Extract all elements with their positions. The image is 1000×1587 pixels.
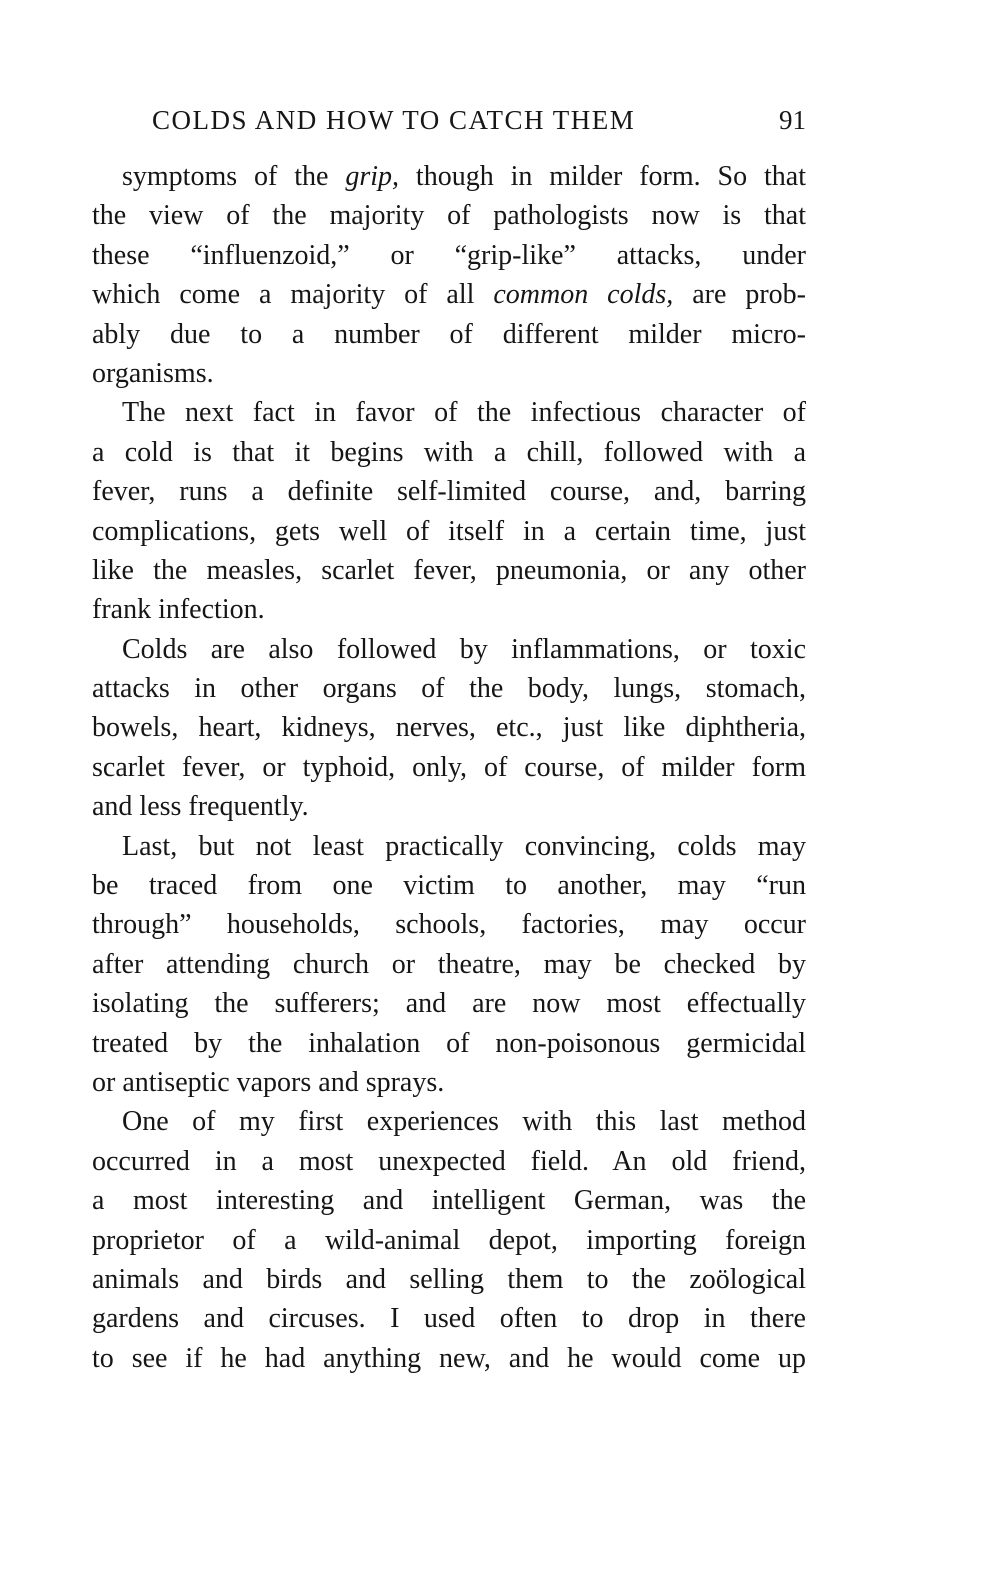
- text-run: a cold is that it begins with a chill, followed with a: [92, 436, 806, 468]
- text-line: [92, 236, 806, 275]
- running-header: [92, 100, 806, 140]
- text-run: bowels, heart, kidneys, nerves, etc., just like diphtheria,: [92, 712, 806, 744]
- text-line: [92, 748, 806, 787]
- text-run: The next fact in favor of the infectious character of: [122, 397, 806, 429]
- text-run: or antiseptic vapors and sprays.: [92, 1066, 445, 1098]
- text-run: Colds are also followed by inflammations, or toxic: [122, 633, 806, 665]
- paragraph: [92, 1102, 806, 1378]
- paragraph: [92, 393, 806, 629]
- text-run: complications, gets well of itself in a certain time, just: [92, 515, 806, 547]
- text-line: [92, 866, 806, 905]
- text-run: ably due to a number of different milder micro-: [92, 318, 806, 350]
- text-run: which come a majority of all: [92, 279, 494, 311]
- text-line: [92, 827, 806, 866]
- text-run: the view of the majority of pathologists now is that: [92, 200, 806, 232]
- paragraph: [92, 630, 806, 827]
- text-run: are prob-: [673, 279, 806, 311]
- text-run: to see if he had anything new, and he would come up: [92, 1342, 806, 1374]
- text-line: [92, 630, 806, 669]
- italic-text: grip,: [345, 161, 400, 192]
- text-line: [92, 590, 806, 629]
- text-run: treated by the inhalation of non-poisonous germicidal: [92, 1027, 806, 1059]
- text-line: [92, 905, 806, 944]
- text-run: attacks in other organs of the body, lungs, stomach,: [92, 673, 806, 705]
- text-line: [92, 1063, 806, 1102]
- text-line: [92, 157, 806, 196]
- text-line: [92, 1024, 806, 1063]
- text-line: [92, 551, 806, 590]
- text-run: organisms.: [92, 357, 214, 389]
- text-run: occurred in a most unexpected field. An old friend,: [92, 1145, 806, 1177]
- text-line: [92, 1221, 806, 1260]
- text-run: be traced from one victim to another, may “run: [92, 870, 806, 902]
- text-run: through” households, schools, factories, may occur: [92, 909, 806, 941]
- text-run: scarlet fever, or typhoid, only, of course, of milder form: [92, 751, 806, 783]
- text-run: and less frequently.: [92, 791, 309, 823]
- text-line: [92, 669, 806, 708]
- text-line: [92, 984, 806, 1023]
- text-run: a most interesting and intelligent German, was the: [92, 1185, 806, 1217]
- italic-text: common colds,: [493, 279, 674, 311]
- text-run: fever, runs a definite self-limited course, and, barring: [92, 476, 806, 508]
- text-line: [92, 945, 806, 984]
- running-title: COLDS AND HOW TO CATCH THEM: [152, 105, 636, 135]
- text-line: [92, 1181, 806, 1220]
- text-run: like the measles, scarlet fever, pneumonia, or any other: [92, 554, 806, 586]
- text-line: [92, 275, 806, 314]
- text-run: animals and birds and selling them to the zoölogical: [92, 1263, 806, 1295]
- text-line: [92, 787, 806, 826]
- text-line: [92, 393, 806, 432]
- text-line: [92, 354, 806, 393]
- text-line: [92, 1299, 806, 1338]
- text-run: One of my first experiences with this last method: [122, 1106, 806, 1138]
- text-line: [92, 1260, 806, 1299]
- text-run: proprietor of a wild-animal depot, importing foreign: [92, 1224, 806, 1256]
- text-run: these “influenzoid,” or “grip-like” attacks, under: [92, 239, 806, 271]
- paragraph: [92, 827, 806, 1103]
- text-line: [92, 472, 806, 511]
- text-line: [92, 512, 806, 551]
- body-text: [92, 157, 806, 1378]
- text-line: [92, 1142, 806, 1181]
- text-run: gardens and circuses. I used often to drop in there: [92, 1303, 806, 1335]
- text-line: [92, 196, 806, 235]
- text-run: isolating the sufferers; and are now most effectually: [92, 988, 806, 1020]
- page-number: 91: [779, 105, 806, 135]
- text-run: though in milder form. So that: [399, 161, 806, 192]
- text-line: [92, 708, 806, 747]
- text-line: [92, 1102, 806, 1141]
- paragraph: [92, 157, 806, 393]
- text-line: [92, 433, 806, 472]
- text-line: [92, 1339, 806, 1378]
- text-run: symptoms of the: [122, 161, 346, 192]
- text-run: after attending church or theatre, may be checked by: [92, 948, 806, 980]
- text-run: Last, but not least practically convincing, colds may: [122, 830, 806, 862]
- text-run: frank infection.: [92, 594, 265, 626]
- text-line: [92, 315, 806, 354]
